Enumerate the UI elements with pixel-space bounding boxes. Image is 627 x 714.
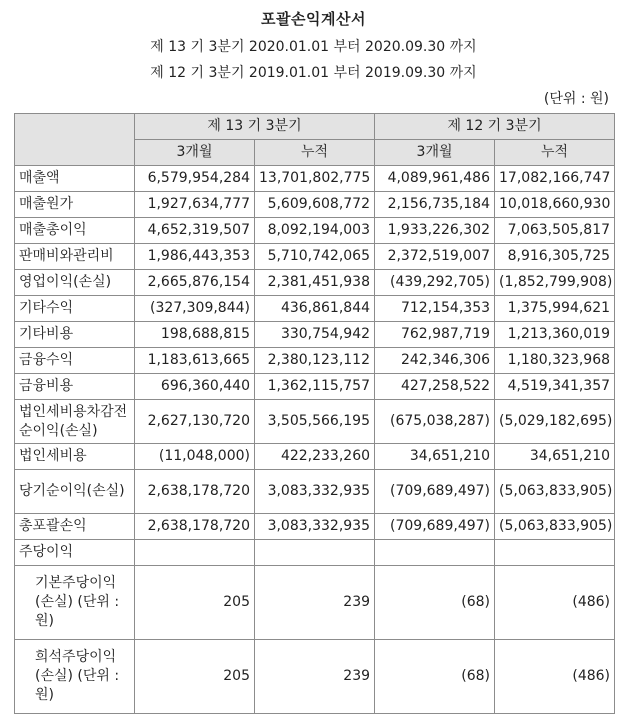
cell-current-three-month [135, 540, 255, 566]
cell-prior-three-month: 2,156,735,184 [375, 192, 495, 218]
cell-prior-three-month: (675,038,287) [375, 400, 495, 444]
row-label: 기타수익 [15, 296, 135, 322]
cell-prior-cumulative: 1,213,360,019 [495, 322, 615, 348]
row-label: 매출액 [15, 166, 135, 192]
cell-current-three-month: 1,183,613,665 [135, 348, 255, 374]
cell-prior-three-month: 4,089,961,486 [375, 166, 495, 192]
cell-current-three-month: 696,360,440 [135, 374, 255, 400]
row-label: 기본주당이익(손실) (단위 : 원) [15, 566, 135, 640]
cell-current-cumulative: 13,701,802,775 [255, 166, 375, 192]
cell-current-three-month: 198,688,815 [135, 322, 255, 348]
cell-current-cumulative: 5,609,608,772 [255, 192, 375, 218]
cell-current-three-month: 1,927,634,777 [135, 192, 255, 218]
statement-title: 포괄손익계산서 [261, 10, 366, 28]
cell-prior-three-month: (68) [375, 566, 495, 640]
table-row [15, 566, 615, 640]
cell-current-cumulative: 1,362,115,757 [255, 374, 375, 400]
row-label: 금융수익 [15, 348, 135, 374]
table-row [15, 296, 615, 322]
table-row [15, 218, 615, 244]
cell-current-cumulative: 3,083,332,935 [255, 514, 375, 540]
cell-current-cumulative: 422,233,260 [255, 444, 375, 470]
table-row [15, 166, 615, 192]
cell-prior-cumulative: (486) [495, 640, 615, 714]
cell-prior-cumulative: 1,180,323,968 [495, 348, 615, 374]
cell-current-three-month: 2,627,130,720 [135, 400, 255, 444]
cell-prior-cumulative: (5,063,833,905) [495, 514, 615, 540]
cell-prior-cumulative: 10,018,660,930 [495, 192, 615, 218]
cell-prior-cumulative: 7,063,505,817 [495, 218, 615, 244]
table-row [15, 322, 615, 348]
header-prior-period: 제 12 기 3분기 [375, 114, 615, 140]
cell-prior-cumulative: 1,375,994,621 [495, 296, 615, 322]
table-row [15, 470, 615, 514]
table-row [15, 270, 615, 296]
table-row [15, 244, 615, 270]
cell-current-three-month: 2,638,178,720 [135, 514, 255, 540]
row-label: 법인세비용차감전순이익(손실) [15, 400, 135, 444]
row-label: 법인세비용 [15, 444, 135, 470]
cell-current-cumulative: 5,710,742,065 [255, 244, 375, 270]
unit-label: (단위 : 원) [543, 91, 609, 107]
cell-current-three-month: 1,986,443,353 [135, 244, 255, 270]
cell-current-three-month: (327,309,844) [135, 296, 255, 322]
cell-prior-cumulative: (5,063,833,905) [495, 470, 615, 514]
cell-current-three-month: 2,665,876,154 [135, 270, 255, 296]
row-label: 영업이익(손실) [15, 270, 135, 296]
cell-current-cumulative: 3,505,566,195 [255, 400, 375, 444]
cell-current-cumulative: 2,381,451,938 [255, 270, 375, 296]
cell-prior-three-month: 762,987,719 [375, 322, 495, 348]
cell-current-cumulative: 2,380,123,112 [255, 348, 375, 374]
row-label: 매출원가 [15, 192, 135, 218]
table-row [15, 400, 615, 444]
cell-prior-cumulative: 17,082,166,747 [495, 166, 615, 192]
table-row [15, 348, 615, 374]
header-current-cumulative: 누적 [255, 140, 375, 166]
header-current-three-month: 3개월 [135, 140, 255, 166]
cell-current-cumulative: 3,083,332,935 [255, 470, 375, 514]
cell-current-cumulative: 8,092,194,003 [255, 218, 375, 244]
cell-prior-cumulative: (1,852,799,908) [495, 270, 615, 296]
cell-prior-three-month: (709,689,497) [375, 514, 495, 540]
cell-current-three-month: 205 [135, 640, 255, 714]
row-label: 판매비와관리비 [15, 244, 135, 270]
table-row [15, 374, 615, 400]
cell-prior-cumulative: 4,519,341,357 [495, 374, 615, 400]
cell-current-three-month: 4,652,319,507 [135, 218, 255, 244]
cell-prior-cumulative [495, 540, 615, 566]
row-label: 매출총이익 [15, 218, 135, 244]
cell-prior-three-month: 1,933,226,302 [375, 218, 495, 244]
cell-current-cumulative: 436,861,844 [255, 296, 375, 322]
cell-prior-three-month [375, 540, 495, 566]
cell-prior-three-month: (709,689,497) [375, 470, 495, 514]
row-label: 총포괄손익 [15, 514, 135, 540]
cell-current-three-month: 6,579,954,284 [135, 166, 255, 192]
cell-prior-three-month: 34,651,210 [375, 444, 495, 470]
table-row [15, 444, 615, 470]
cell-prior-three-month: 2,372,519,007 [375, 244, 495, 270]
cell-current-three-month: 2,638,178,720 [135, 470, 255, 514]
cell-prior-three-month: 712,154,353 [375, 296, 495, 322]
cell-prior-three-month: 242,346,306 [375, 348, 495, 374]
cell-prior-cumulative: (486) [495, 566, 615, 640]
header-prior-cumulative: 누적 [495, 140, 615, 166]
table-row [15, 540, 615, 566]
cell-current-cumulative: 239 [255, 566, 375, 640]
cell-prior-cumulative: (5,029,182,695) [495, 400, 615, 444]
header-current-period: 제 13 기 3분기 [135, 114, 375, 140]
row-label: 희석주당이익(손실) (단위 : 원) [15, 640, 135, 714]
row-label: 당기순이익(손실) [15, 470, 135, 514]
cell-current-cumulative: 330,754,942 [255, 322, 375, 348]
cell-prior-cumulative: 34,651,210 [495, 444, 615, 470]
header-row-periods [15, 114, 615, 140]
table-row [15, 192, 615, 218]
cell-prior-three-month: 427,258,522 [375, 374, 495, 400]
row-label: 금융비용 [15, 374, 135, 400]
table-row [15, 514, 615, 540]
table-row [15, 640, 615, 714]
cell-prior-three-month: (439,292,705) [375, 270, 495, 296]
cell-current-three-month: (11,048,000) [135, 444, 255, 470]
cell-current-cumulative [255, 540, 375, 566]
income-statement-table [14, 113, 615, 714]
cell-current-three-month: 205 [135, 566, 255, 640]
header-blank [15, 114, 135, 166]
period-current: 제 13 기 3분기 2020.01.01 부터 2020.09.30 까지 [150, 39, 477, 55]
cell-current-cumulative: 239 [255, 640, 375, 714]
cell-prior-cumulative: 8,916,305,725 [495, 244, 615, 270]
header-prior-three-month: 3개월 [375, 140, 495, 166]
cell-prior-three-month: (68) [375, 640, 495, 714]
period-prior: 제 12 기 3분기 2019.01.01 부터 2019.09.30 까지 [150, 65, 477, 81]
row-label: 기타비용 [15, 322, 135, 348]
row-label: 주당이익 [15, 540, 135, 566]
